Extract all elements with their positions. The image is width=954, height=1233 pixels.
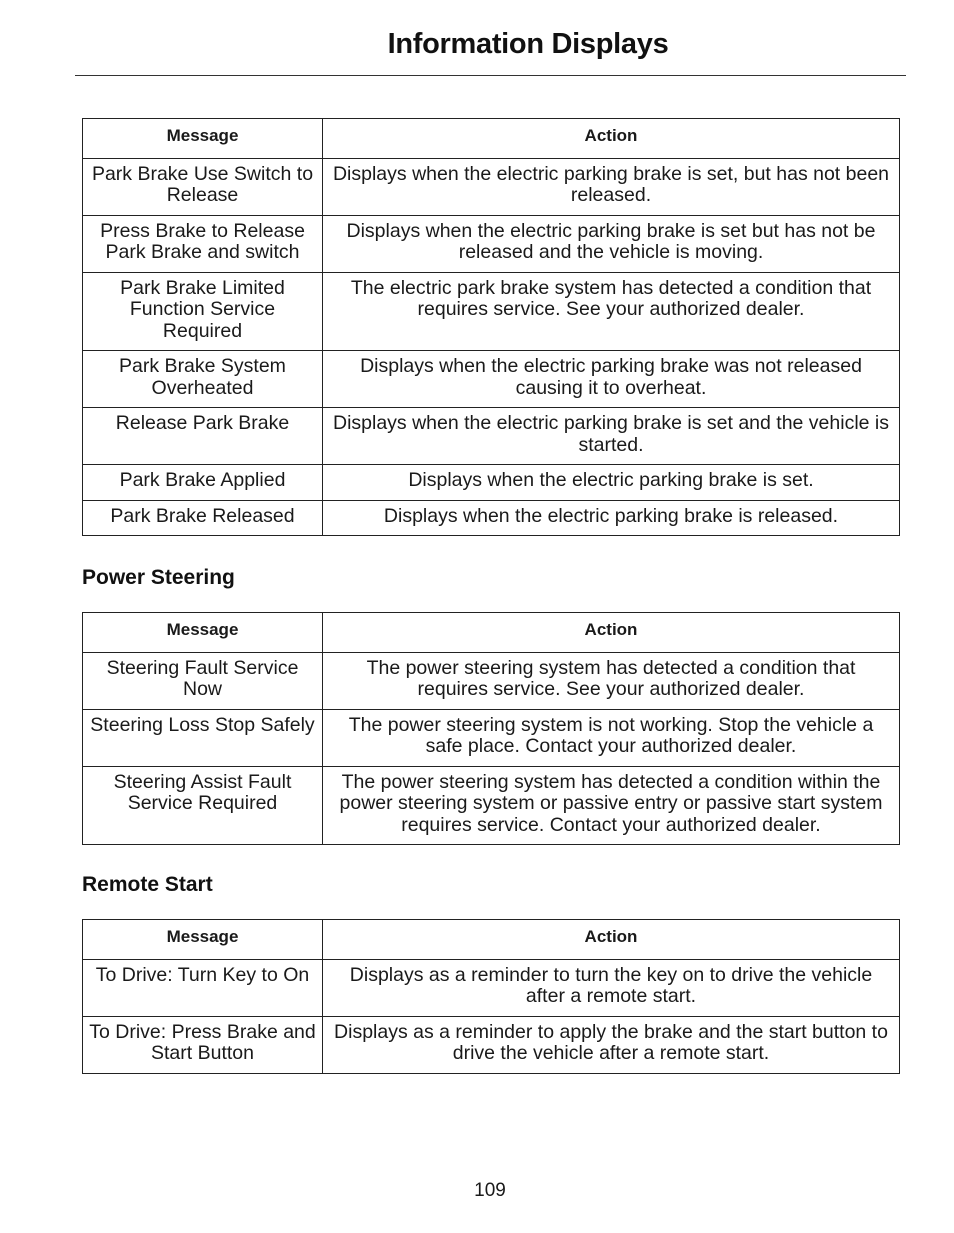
message-cell: Steering Loss Stop Safely: [83, 709, 323, 766]
message-cell: To Drive: Press Brake and Start Button: [83, 1016, 323, 1073]
message-cell: To Drive: Turn Key to On: [83, 959, 323, 1016]
action-cell: The electric park brake system has detected a condition that requires service. See your authorized dealer.: [323, 272, 900, 351]
action-cell: The power steering system has detected a condition that requires service. See your authorized dealer.: [323, 652, 900, 709]
table-row: [83, 158, 900, 215]
message-cell: Park Brake System Overheated: [83, 351, 323, 408]
table-row: [83, 408, 900, 465]
section-heading-power-steering: Power Steering: [82, 566, 235, 589]
table-row: [83, 351, 900, 408]
action-cell: Displays as a reminder to apply the brake and the start button to drive the vehicle after a remote start.: [323, 1016, 900, 1073]
header-divider: [75, 75, 906, 76]
page-title: Information Displays: [387, 28, 669, 60]
section-heading-remote-start: Remote Start: [82, 873, 213, 896]
action-cell: Displays when the electric parking brake was not released causing it to overheat.: [323, 351, 900, 408]
table-row: [83, 652, 900, 709]
remote-start-table: [82, 919, 900, 1074]
page-header: [75, 28, 906, 61]
table-row: [83, 766, 900, 845]
message-cell: Park Brake Use Switch to Release: [83, 158, 323, 215]
message-cell: Park Brake Released: [83, 500, 323, 536]
column-header-message: Message: [83, 920, 323, 960]
table-row: [83, 500, 900, 536]
column-header-message: Message: [83, 119, 323, 159]
message-cell: Release Park Brake: [83, 408, 323, 465]
column-header-action: Action: [323, 613, 900, 653]
table-row: [83, 709, 900, 766]
action-cell: Displays as a reminder to turn the key on to drive the vehicle after a remote start.: [323, 959, 900, 1016]
action-cell: The power steering system has detected a condition within the power steering system or passive entry or passive start system requires service. Contact your authorized dealer.: [323, 766, 900, 845]
message-cell: Park Brake Applied: [83, 465, 323, 501]
message-cell: Steering Fault Service Now: [83, 652, 323, 709]
table-header-row: [83, 920, 900, 960]
table-row: [83, 1016, 900, 1073]
power-steering-table: [82, 612, 900, 845]
column-header-action: Action: [323, 119, 900, 159]
table-row: [83, 465, 900, 501]
table-row: [83, 215, 900, 272]
action-cell: Displays when the electric parking brake is set but has not be released and the vehicle is moving.: [323, 215, 900, 272]
action-cell: Displays when the electric parking brake is set, but has not been released.: [323, 158, 900, 215]
table-row: [83, 959, 900, 1016]
column-header-message: Message: [83, 613, 323, 653]
page-number: 109: [474, 1180, 506, 1201]
action-cell: Displays when the electric parking brake is released.: [323, 500, 900, 536]
column-header-action: Action: [323, 920, 900, 960]
action-cell: The power steering system is not working. Stop the vehicle a safe place. Contact your authorized dealer.: [323, 709, 900, 766]
action-cell: Displays when the electric parking brake is set and the vehicle is started.: [323, 408, 900, 465]
table-row: [83, 272, 900, 351]
table-header-row: [83, 119, 900, 159]
park-brake-table: [82, 118, 900, 536]
message-cell: Steering Assist Fault Service Required: [83, 766, 323, 845]
message-cell: Press Brake to Release Park Brake and switch: [83, 215, 323, 272]
message-cell: Park Brake Limited Function Service Required: [83, 272, 323, 351]
action-cell: Displays when the electric parking brake is set.: [323, 465, 900, 501]
table-header-row: [83, 613, 900, 653]
